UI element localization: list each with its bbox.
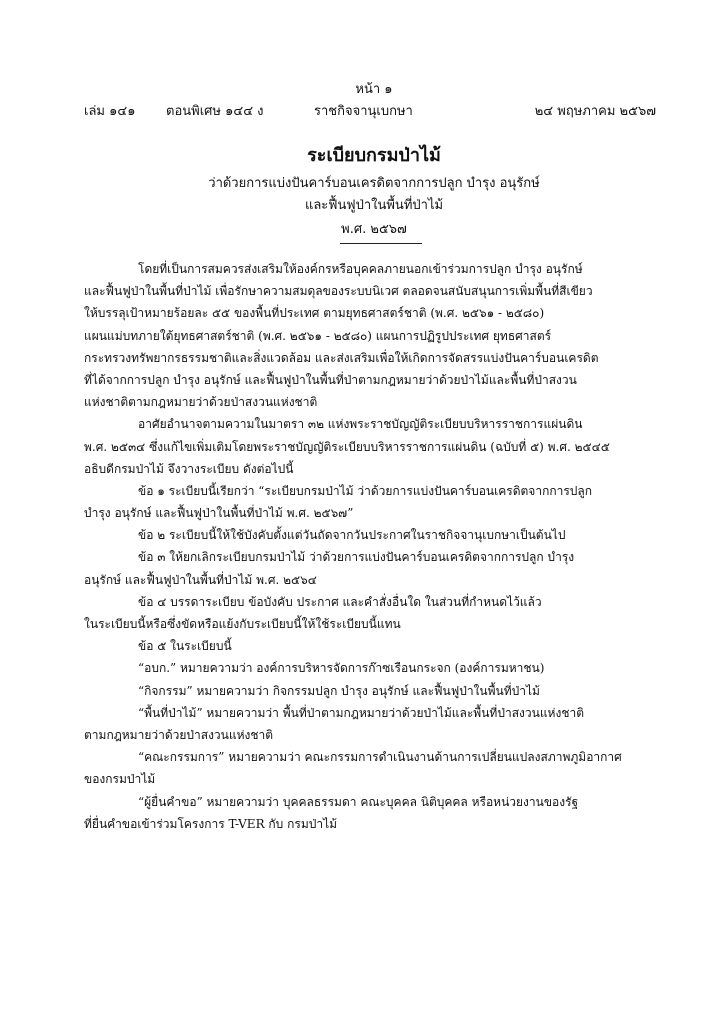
preamble-line: กระทรวงทรัพยากรธรรมชาติและสิ่งแวดล้อม และส่งเสริมเพื่อให้เกิดการจัดสรรแบ่งปันคาร์บอนเครดิต — [84, 350, 599, 365]
clause-5: ข้อ ๕ ในระเบียบนี้ — [138, 639, 232, 654]
definition-line: “กิจกรรม” หมายความว่า กิจกรรมปลูก บำรุง อนุรักษ์ และฟื้นฟูป่าในพื้นที่ป่าไม้ — [138, 683, 540, 698]
definition-line: “พื้นที่ป่าไม้” หมายความว่า พื้นที่ป่าตามกฎหมายว่าด้วยป่าไม้และพื้นที่ป่าสงวนแห่งชาติ — [138, 705, 584, 720]
preamble-line: แผนแม่บทภายใต้ยุทธศาสตร์ชาติ (พ.ศ. ๒๕๖๑ - ๒๕๘๐) แผนการปฏิรูปประเทศ ยุทธศาสตร์ — [84, 328, 552, 343]
document-subtitle: และฟื้นฟูป่าในพื้นที่ป่าไม้ — [304, 198, 444, 213]
document-body — [84, 258, 658, 835]
document-subtitle: ว่าด้วยการแบ่งปันคาร์บอนเครดิตจากการปลูก บำรุง อนุรักษ์ — [208, 176, 540, 191]
title-divider — [340, 243, 422, 244]
gazette-header — [84, 100, 656, 120]
authority-line: อาศัยอำนาจตามความในมาตรา ๓๒ แห่งพระราชบัญญัติระเบียบบริหารราชการแผ่นดิน — [138, 417, 583, 432]
definition-line: “คณะกรรมการ” หมายความว่า คณะกรรมการดำเนินงานด้านการเปลี่ยนแปลงสภาพภูมิอากาศ — [138, 750, 622, 765]
preamble-line: ที่ได้จากการปลูก บำรุง อนุรักษ์ และฟื้นฟูป่าในพื้นที่ป่าตามกฎหมายว่าด้วยป่าไม้และพื้นที่ป่าสงวน — [84, 372, 577, 387]
preamble-line: และฟื้นฟูป่าในพื้นที่ป่าไม้ เพื่อรักษาความสมดุลของระบบนิเวศ ตลอดจนสนับสนุนการเพิ่มพื้นที่สีเขียว — [84, 284, 593, 299]
clause-1: บำรุง อนุรักษ์ และฟื้นฟูป่าในพื้นที่ป่าไม้ พ.ศ. ๒๕๖๗” — [84, 506, 354, 521]
clause-2: ข้อ ๒ ระเบียบนี้ให้ใช้บังคับตั้งแต่วันถัดจากวันประกาศในราชกิจจานุเบกษาเป็นต้นไป — [138, 528, 566, 543]
volume-number: เล่ม ๑๔๑ — [84, 104, 136, 119]
definition-line: ตามกฎหมายว่าด้วยป่าสงวนแห่งชาติ — [84, 727, 274, 742]
page-number: หน้า ๑ — [355, 82, 393, 97]
clause-1: ข้อ ๑ ระเบียบนี้เรียกว่า “ระเบียบกรมป่าไม้ ว่าด้วยการแบ่งปันคาร์บอนเครดิตจากการปลูก — [138, 483, 593, 498]
document-title: ระเบียบกรมป่าไม้ — [307, 145, 441, 166]
preamble-line: ให้บรรลุเป้าหมายร้อยละ ๕๕ ของพื้นที่ประเทศ ตามยุทธศาสตร์ชาติ (พ.ศ. ๒๕๖๑ - ๒๕๘๐) — [84, 306, 545, 321]
definition-line: ของกรมป่าไม้ — [84, 772, 156, 787]
definition-line: “อบก.” หมายความว่า องค์การบริหารจัดการก๊าซเรือนกระจก (องค์การมหาชน) — [138, 661, 545, 676]
authority-line: อธิบดีกรมป่าไม้ จึงวางระเบียบ ดังต่อไปนี้ — [84, 461, 294, 476]
clause-4: ข้อ ๔ บรรดาระเบียบ ข้อบังคับ ประกาศ และคำสั่งอื่นใด ในส่วนที่กำหนดไว้แล้ว — [138, 594, 542, 609]
preamble-line: โดยที่เป็นการสมควรส่งเสริมให้องค์กรหรือบุคคลภายนอกเข้าร่วมการปลูก บำรุง อนุรักษ์ — [138, 262, 583, 276]
authority-line: พ.ศ. ๒๕๓๔ ซึ่งแก้ไขเพิ่มเติมโดยพระราชบัญญัติระเบียบบริหารราชการแผ่นดิน (ฉบับที่ ๕) พ.ศ. ๒๕๔๕ — [84, 439, 610, 454]
preamble-line: แห่งชาติตามกฎหมายว่าด้วยป่าสงวนแห่งชาติ — [84, 395, 318, 410]
definition-line: “ผู้ยื่นคำขอ” หมายความว่า บุคคลธรรมดา คณะบุคคล นิติบุคคล หรือหน่วยงานของรัฐ — [138, 794, 579, 809]
clause-3: อนุรักษ์ และฟื้นฟูป่าในพื้นที่ป่าไม้ พ.ศ. ๒๕๖๔ — [84, 572, 317, 587]
gazette-name: ราชกิจจานุเบกษา — [314, 104, 413, 119]
clause-4: ในระเบียบนี้หรือซึ่งขัดหรือแย้งกับระเบียบนี้ให้ใช้ระเบียบนี้แทน — [84, 617, 401, 631]
clause-3: ข้อ ๓ ให้ยกเลิกระเบียบกรมป่าไม้ ว่าด้วยการแบ่งปันคาร์บอนเครดิตจากการปลูก บำรุง — [138, 550, 575, 565]
document-year: พ.ศ. ๒๕๖๗ — [341, 222, 407, 237]
definition-line: ที่ยื่นคำขอเข้าร่วมโครงการ T-VER กับ กรมป่าไม้ — [84, 816, 338, 831]
publication-date: ๒๔ พฤษภาคม ๒๕๖๗ — [534, 104, 656, 119]
section-number: ตอนพิเศษ ๑๔๔ ง — [166, 104, 264, 119]
